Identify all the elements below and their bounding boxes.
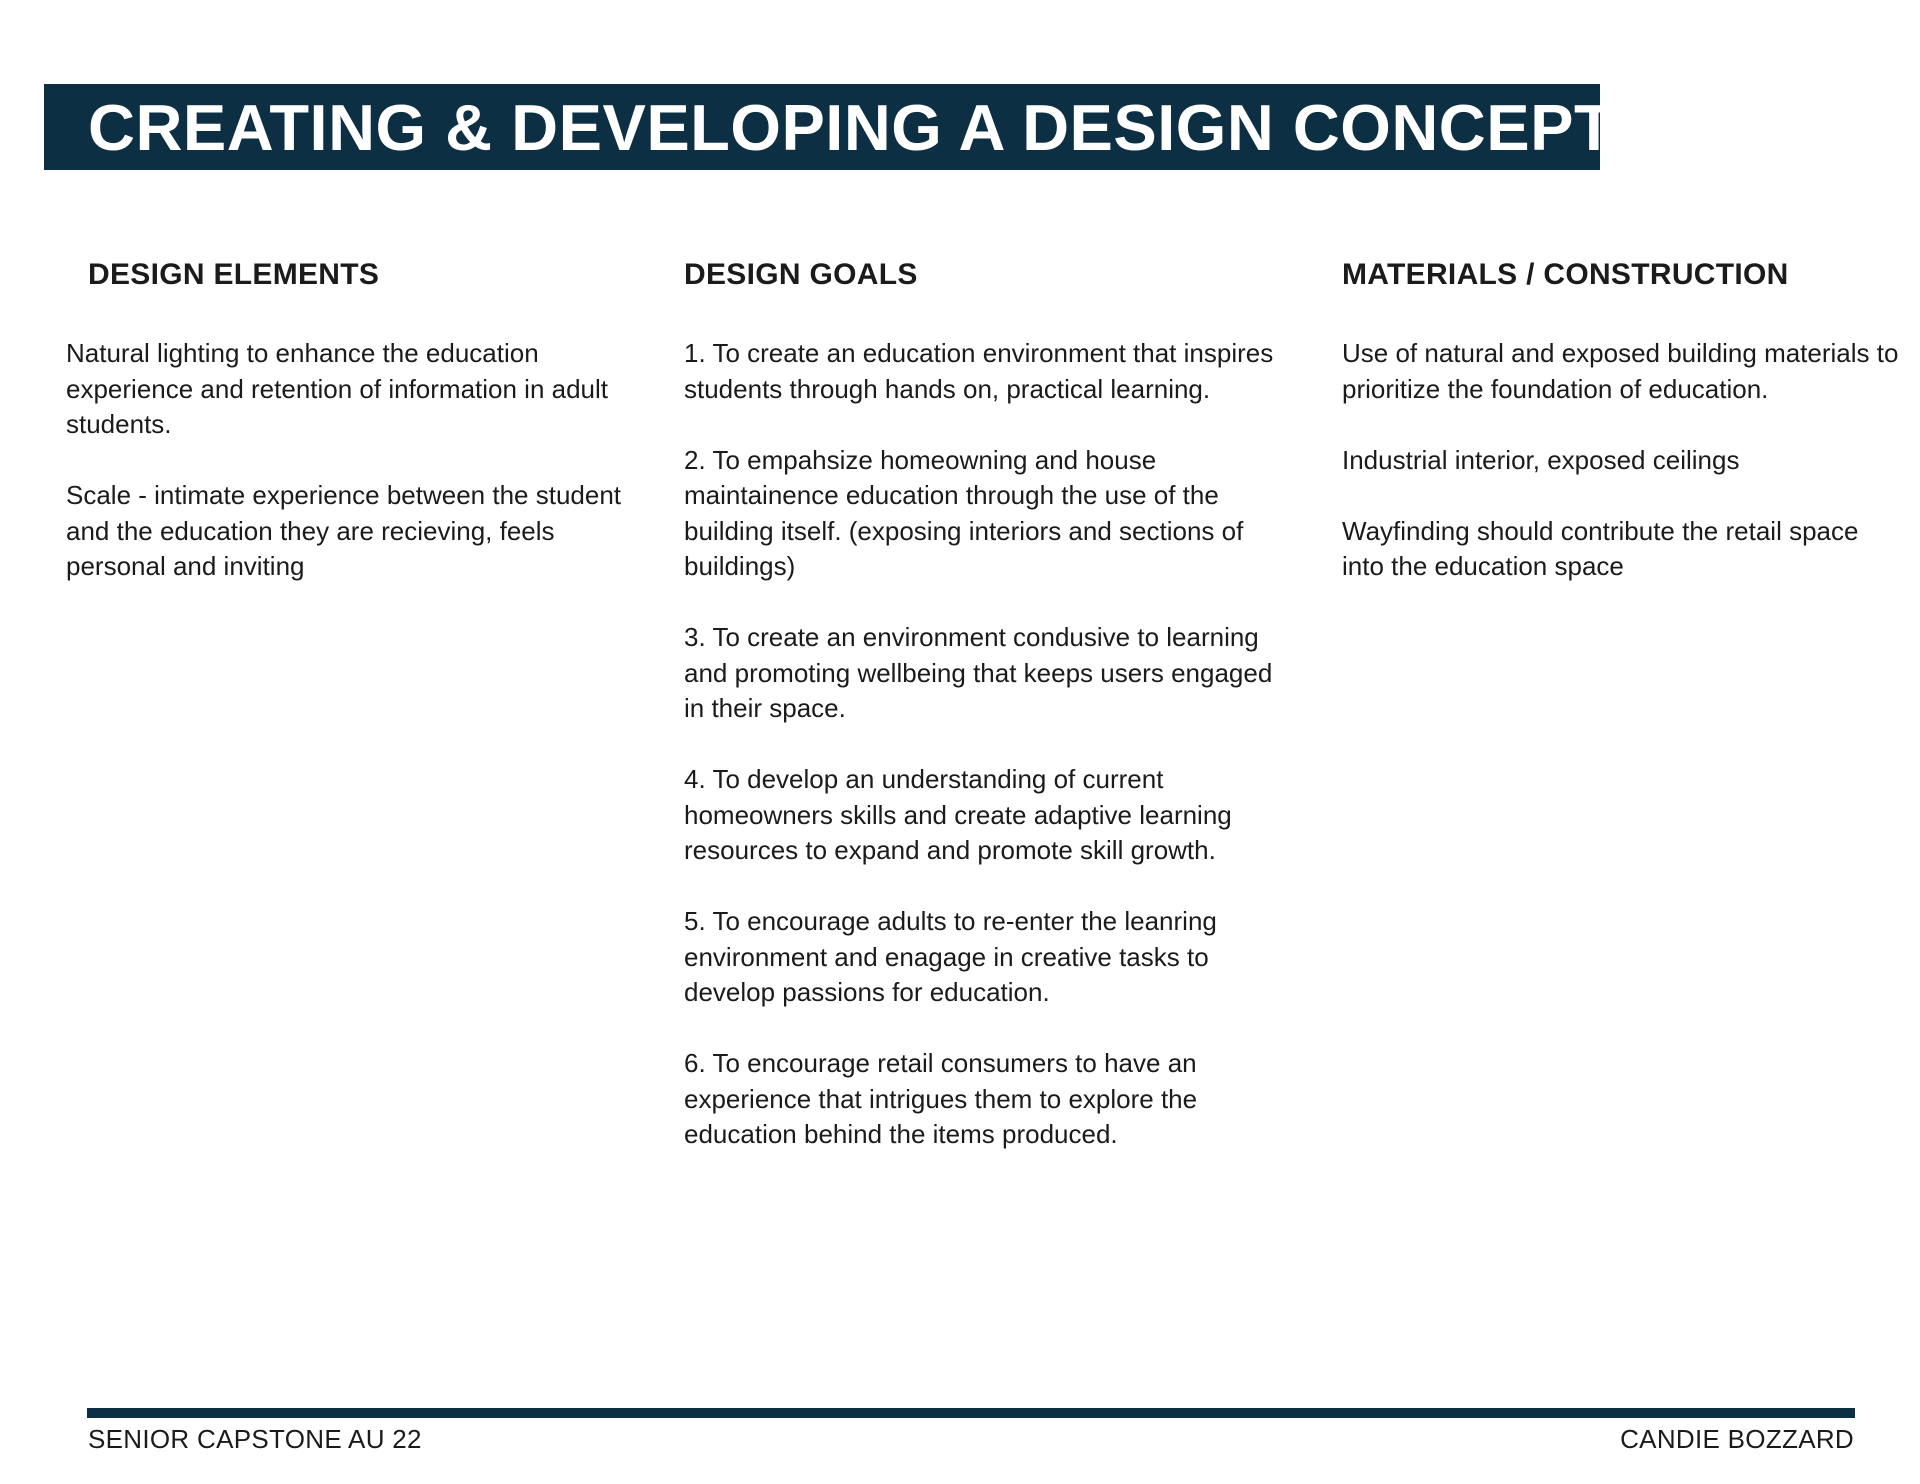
design-elements-list <box>66 336 626 585</box>
design-goal-item: 5. To encourage adults to re-enter the leanring environment and enagage in creative tasks to develop passions for education. <box>684 906 1217 1007</box>
design-elements-column <box>66 258 626 620</box>
design-elements-heading: DESIGN ELEMENTS <box>88 258 380 291</box>
footer-divider <box>87 1408 1855 1418</box>
materials-paragraph: Wayfinding should contribute the retail space into the education space <box>1342 515 1859 581</box>
design-goals-column <box>684 258 1284 1188</box>
page-title: CREATING & DEVELOPING A DESIGN CONCEPT <box>88 90 1615 164</box>
title-banner <box>44 84 1615 170</box>
materials-paragraph: Use of natural and exposed building materials to prioritize the foundation of education. <box>1342 338 1899 404</box>
materials-construction-column <box>1342 258 1902 620</box>
design-goal-item: 4. To develop an understanding of current homeowners skills and create adaptive learning resources to expand and promote skill growth. <box>684 764 1232 865</box>
design-element-paragraph: Scale - intimate experience between the student and the education they are recieving, feels personal and inviting <box>66 480 622 581</box>
design-element-paragraph: Natural lighting to enhance the education experience and retention of information in adult students. <box>66 338 609 439</box>
design-goal-item: 1. To create an education environment that inspires students through hands on, practical learning. <box>684 338 1274 404</box>
materials-paragraph: Industrial interior, exposed ceilings <box>1342 444 1740 475</box>
materials-construction-heading: MATERIALS / CONSTRUCTION <box>1342 258 1789 291</box>
materials-construction-list <box>1342 336 1902 585</box>
design-goal-item: 6. To encourage retail consumers to have an experience that intrigues them to explore the education behind the items produced. <box>684 1048 1198 1149</box>
design-goal-item: 2. To empahsize homeowning and house maintainence education through the use of the building itself. (exposing interiors and sections of buildings) <box>684 444 1244 581</box>
footer-author-name: CANDIE BOZZARD <box>1620 1424 1854 1454</box>
footer-course-label: SENIOR CAPSTONE AU 22 <box>88 1424 422 1454</box>
design-goal-item: 3. To create an environment condusive to learning and promoting wellbeing that keeps users engaged in their space. <box>684 622 1273 723</box>
design-goals-list <box>684 336 1284 1153</box>
design-goals-heading: DESIGN GOALS <box>684 258 918 291</box>
